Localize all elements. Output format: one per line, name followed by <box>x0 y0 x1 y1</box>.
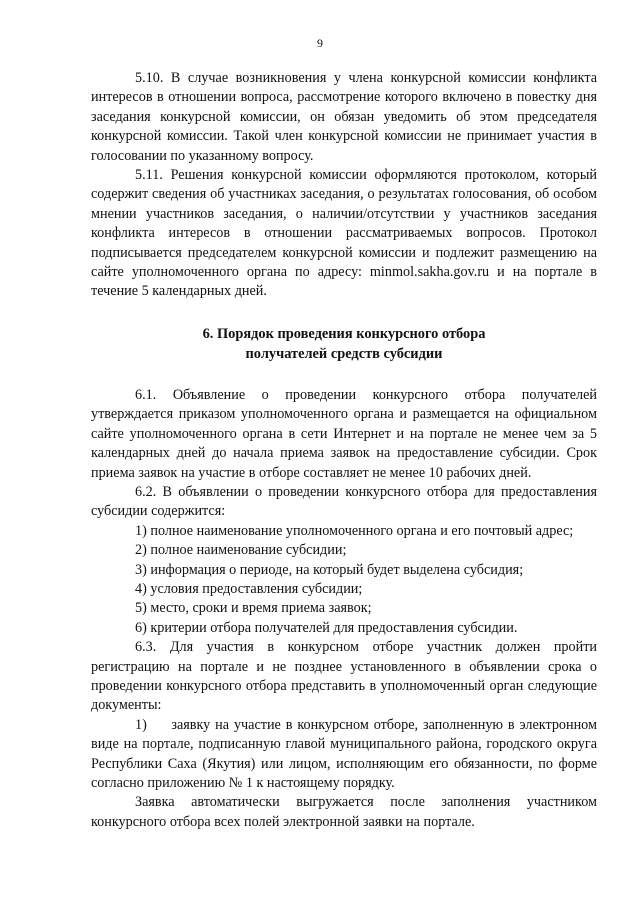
list-item: 3) информация о периоде, на который будет выделена субсидия; <box>135 561 524 578</box>
list-item: 6) критерии отбора получателей для предоставления субсидии. <box>135 619 518 636</box>
paragraph-6-1: 6.1. Объявление о проведении конкурсного отбора получателей утверждается приказом уполномоченного органа и размещается на официальном сайте уполномоченного органа в сети Интернет и на портале не менее чем за 5 календарных дней до начала приема заявок на предоставление субсидии. Срок приема заявок на участие в отборе составляет не менее 10 рабочих дней. <box>91 386 597 481</box>
paragraph-6-3: 6.3. Для участия в конкурсном отборе участник должен пройти регистрацию на портале и не позднее установленного в объявлении срока о проведении конкурсного отбора представить в уполномоченный орган следующие документы: <box>91 639 597 714</box>
list-item: 2) полное наименование субсидии; <box>135 542 347 559</box>
document-body <box>91 69 601 832</box>
paragraph-5-11: 5.11. Решения конкурсной комиссии оформляются протоколом, который содержит сведения об участниках заседания, о результатах голосования, об особом мнении участников заседания, о наличии/отсутствии у участников заседания конфликта интересов в отношении рассматриваемых вопросов. Протокол подписывается председателем конкурсной комиссии и подлежит размещению на сайте уполномоченного органа по адресу: minmol.sakha.gov.ru и на портале в течение 5 календарных дней. <box>91 167 597 300</box>
list-item: 4) условия предоставления субсидии; <box>135 580 363 597</box>
list-item: 1) полное наименование уполномоченного органа и его почтовый адрес; <box>135 522 574 539</box>
list-6-2 <box>91 522 597 638</box>
paragraph-6-3-1: 1) заявку на участие в конкурсном отборе, заполненную в электронном виде на портале, подписанную главой муниципального района, городского округа Республики Саха (Якутия) или лицом, исполняющим его обязанности, по форме согласно приложению № 1 к настоящему порядку. <box>91 716 601 791</box>
paragraph-application-upload: Заявка автоматически выгружается после заполнения участником конкурсного отбора всех полей электронной заявки на портале. <box>91 794 597 830</box>
page-number: 9 <box>317 36 323 50</box>
list-item: 5) место, сроки и время приема заявок; <box>135 600 372 617</box>
section-heading-line-1: 6. Порядок проведения конкурсного отбора <box>202 325 486 342</box>
section-heading-line-2: получателей средств субсидии <box>245 345 443 362</box>
section-heading <box>91 324 597 364</box>
paragraph-5-10: 5.10. В случае возникновения у члена конкурсной комиссии конфликта интересов в отношении вопроса, рассмотрение которого включено в повестку дня заседания конкурсной комиссии, он обязан уведомить об этом председателя конкурсной комиссии. Такой член конкурсной комиссии не принимает участия в голосовании по указанному вопросу. <box>91 70 597 164</box>
paragraph-6-2: 6.2. В объявлении о проведении конкурсного отбора для предоставления субсидии содержится: <box>91 483 597 520</box>
